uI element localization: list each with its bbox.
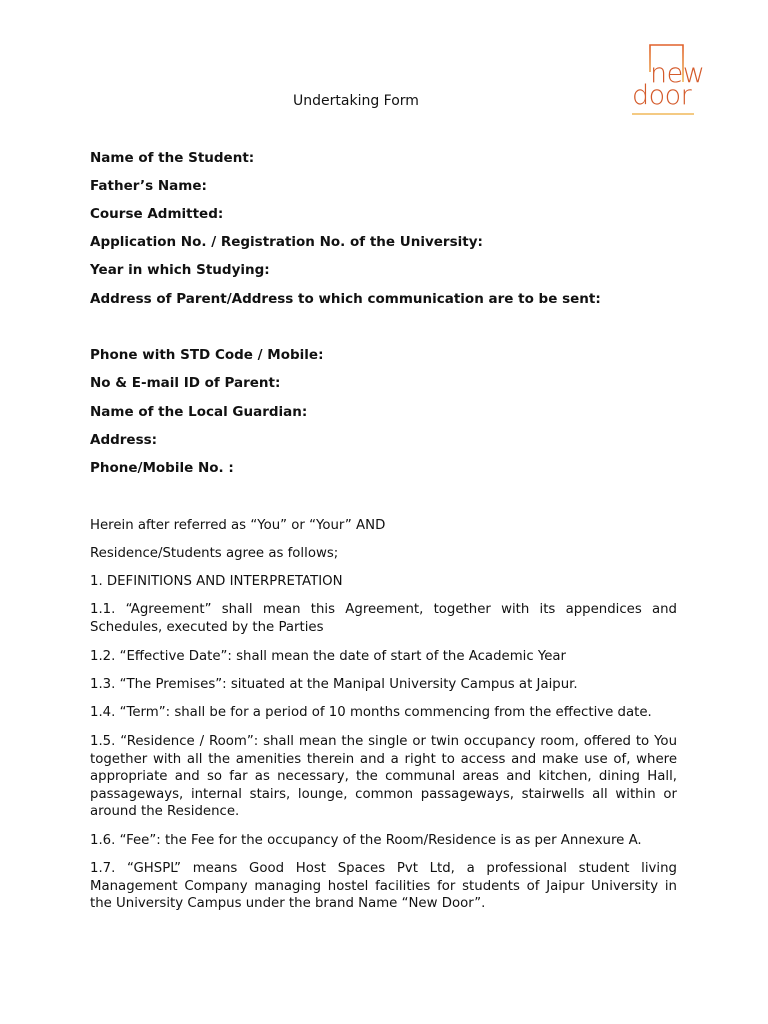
field-phone-std: Phone with STD Code / Mobile: xyxy=(90,347,324,363)
section-heading: 1. DEFINITIONS AND INTERPRETATION xyxy=(90,574,343,589)
logo-word-new: new xyxy=(650,58,705,89)
clause-1-4: 1.4. “Term”: shall be for a period of 10 months commencing from the effective date. xyxy=(90,705,652,720)
field-phone-mobile: Phone/Mobile No. : xyxy=(90,460,234,476)
clause-1-3: 1.3. “The Premises”: situated at the Manipal University Campus at Jaipur. xyxy=(90,677,578,692)
clause-1-1: 1.1. “Agreement” shall mean this Agreement, together with its appendices and Schedules, executed by the Parties xyxy=(90,602,677,635)
clause-1-6: 1.6. “Fee”: the Fee for the occupancy of the Room/Residence is as per Annexure A. xyxy=(90,833,642,848)
field-course-admitted: Course Admitted: xyxy=(90,206,224,222)
field-address: Address: xyxy=(90,432,158,448)
intro-line: Residence/Students agree as follows; xyxy=(90,546,339,561)
page-title: Undertaking Form xyxy=(293,93,419,109)
field-local-guardian: Name of the Local Guardian: xyxy=(90,404,308,420)
field-father-name: Father’s Name: xyxy=(90,178,207,194)
logo-word-door: door xyxy=(632,80,692,111)
field-year-studying: Year in which Studying: xyxy=(90,262,270,278)
field-parent-email: No & E-mail ID of Parent: xyxy=(90,375,281,391)
field-application-no: Application No. / Registration No. of the University: xyxy=(90,234,483,250)
field-student-name: Name of the Student: xyxy=(90,150,255,166)
intro-line: Herein after referred as “You” or “Your” AND xyxy=(90,518,386,533)
clause-1-7: 1.7. “GHSPL” means Good Host Spaces Pvt Ltd, a professional student living Management Company managing hostel facilities for students of Jaipur University in the University Campus under the brand Name “New Door”. xyxy=(90,861,677,911)
field-parent-address: Address of Parent/Address to which communication are to be sent: xyxy=(90,291,601,307)
clause-1-5: 1.5. “Residence / Room”: shall mean the single or twin occupancy room, offered to You together with all the amenities therein and a right to access and make use of, where appropriate and so far as necessary, the communal areas and kitchen, dining Hall, passageways, internal stairs, lounge, common passageways, stairwells all within or around the Residence. xyxy=(90,734,677,819)
clause-1-2: 1.2. “Effective Date”: shall mean the date of start of the Academic Year xyxy=(90,649,567,664)
